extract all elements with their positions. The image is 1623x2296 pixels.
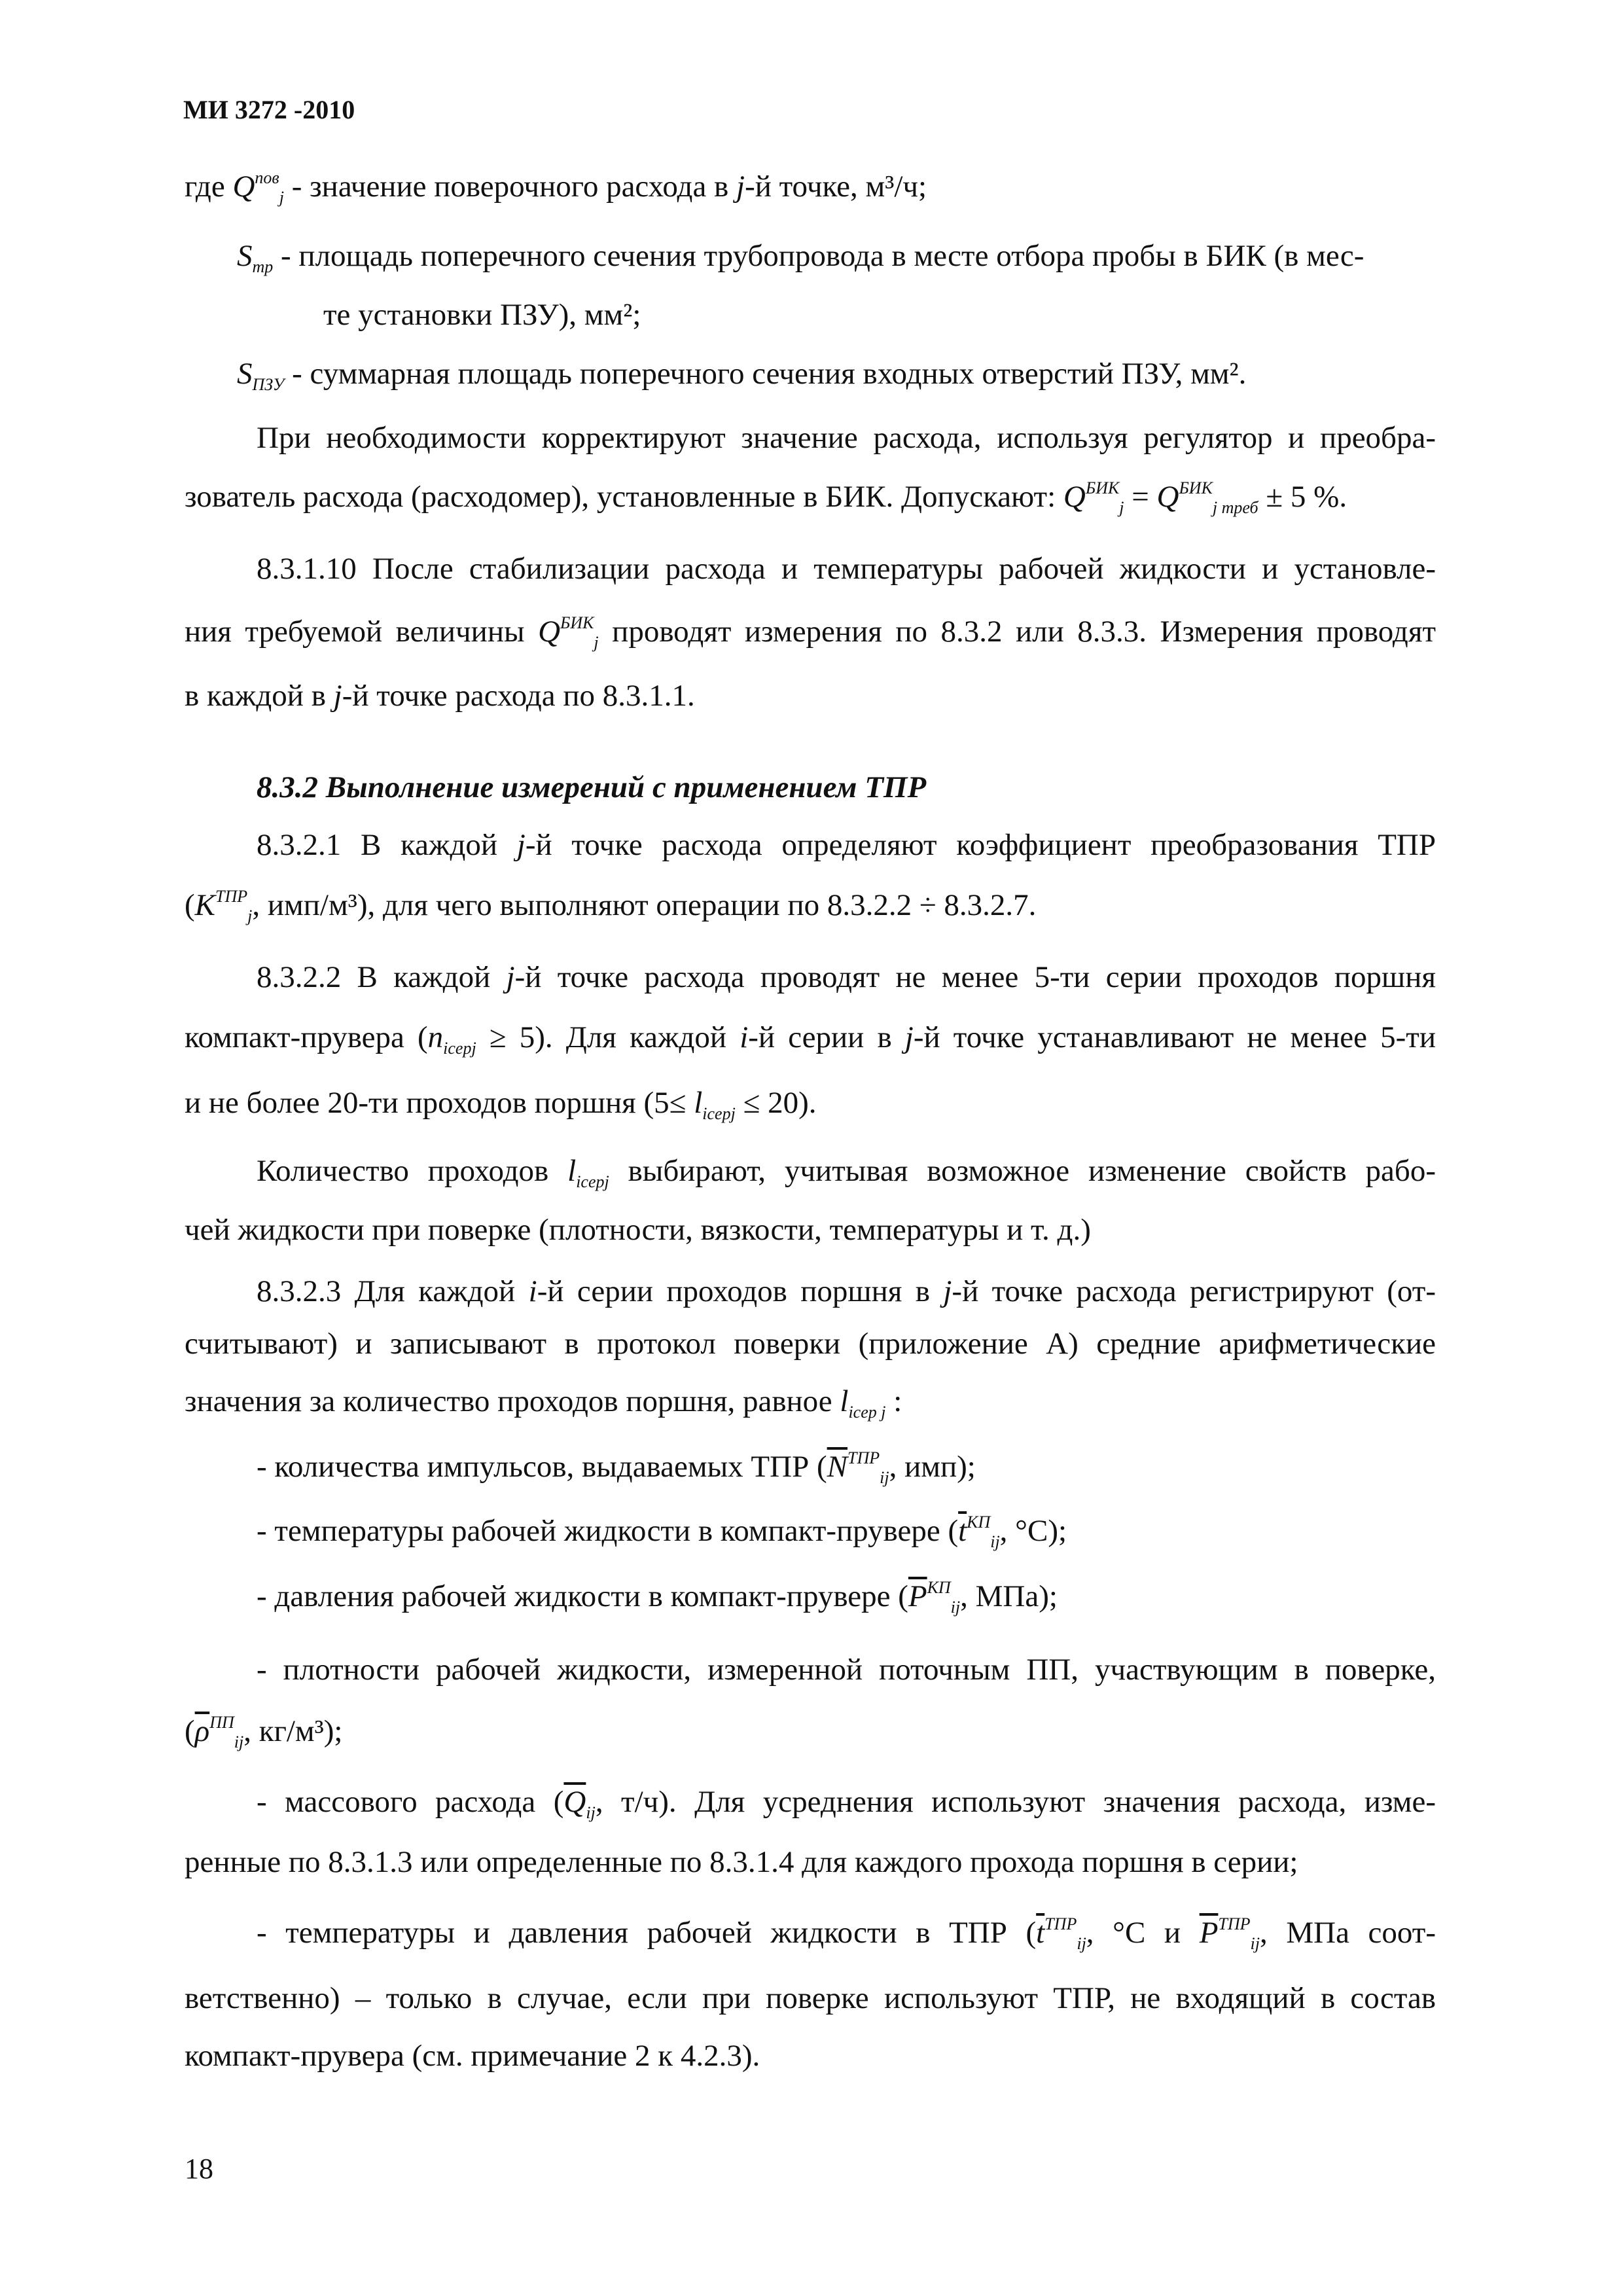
list-item: - температуры и давления рабочей жидкости в ТПР ($\overline{t}^{ТПР}_{ij}$, °С и $\overline{P}^{ТПР}_{ij}$, МПа соот-	[257, 1914, 1436, 1953]
paragraph-line: чей жидкости при поверке (плотности, вязкости, температуры и т. д.)	[185, 1213, 1091, 1247]
definition-s-tr: $S_{тр}$ - площадь поперечного сечения трубопровода в месте отбора пробы в БИК (в мес-	[237, 239, 1364, 276]
definition-s-tr-cont: те установки ПЗУ), мм²;	[323, 298, 641, 332]
list-item: - температуры рабочей жидкости в компакт-прувере ($\overline{t}^{КП}_{ij}$, °С);	[257, 1513, 1067, 1551]
paragraph-line: 8.3.2.2 В каждой j-й точке расхода проводят не менее 5-ти серии проходов поршня	[257, 960, 1436, 994]
paragraph-line: 8.3.1.10 После стабилизации расхода и температуры рабочей жидкости и установле-	[257, 552, 1436, 586]
page-number: 18	[185, 2153, 213, 2185]
list-item-cont: ренные по 8.3.1.3 или определенные по 8.3.1.4 для каждого прохода поршня в серии;	[185, 1845, 1298, 1879]
document-header: МИ 3272 -2010	[183, 95, 355, 124]
list-item: - плотности рабочей жидкости, измеренной поточным ПП, участвующим в поверке,	[257, 1653, 1436, 1687]
paragraph-line: компакт-прувера $(n_{icерj} \ge 5)$. Для каждой i-й серии в j-й точке устанавливают не менее 5-ти	[185, 1020, 1436, 1058]
paragraph-line: ния требуемой величины $Q^{БИК}_j$ проводят измерения по 8.3.2 или 8.3.3. Измерения проводят	[185, 613, 1436, 652]
list-item-cont: компакт-прувера (см. примечание 2 к 4.2.3).	[185, 2039, 760, 2073]
paragraph-line: Количество проходов $l_{icерj}$ выбирают, учитывая возможное изменение свойств рабо-	[257, 1154, 1436, 1191]
paragraph-line: 8.3.2.3 Для каждой i-й серии проходов поршня в j-й точке расхода регистрируют (от-	[257, 1274, 1436, 1308]
section-title: 8.3.2 Выполнение измерений с применением ТПР	[257, 770, 927, 804]
list-item: - массового расхода ($\overline{Q}_{ij}$, т/ч). Для усреднения используют значения расхода, изме-	[257, 1785, 1436, 1822]
paragraph-line: При необходимости корректируют значение расхода, используя регулятор и преобра-	[257, 421, 1436, 455]
paragraph-line: зователь расхода (расходомер), установленные в БИК. Допускают: $Q^{БИК}_j = Q^{БИК}_{j треб} \pm 5$ %.	[185, 478, 1347, 517]
paragraph-line: 8.3.2.1 В каждой j-й точке расхода определяют коэффициент преобразования ТПР	[257, 828, 1436, 862]
definition-q-pov: где $Q^{пов}_j$ - значение поверочного расхода в j-й точке, м³/ч;	[185, 168, 927, 207]
list-item: - количества импульсов, выдаваемых ТПР ($\overline{N}^{ТПР}_{ij}$, имп);	[257, 1448, 976, 1487]
paragraph-line: в каждой в j-й точке расхода по 8.3.1.1.	[185, 679, 695, 713]
list-item-cont: ($\overline{\rho}^{ПП}_{ij}$, кг/м³);	[185, 1713, 343, 1751]
definition-s-pzu: $S_{ПЗУ}$ - суммарная площадь поперечного сечения входных отверстий ПЗУ, мм².	[237, 357, 1247, 394]
list-item: - давления рабочей жидкости в компакт-прувере ($\overline{P}^{КП}_{ij}$, МПа);	[257, 1578, 1058, 1617]
paragraph-line: ($K^{ТПР}_j$, имп/м³), для чего выполняют операции по 8.3.2.2 ÷ 8.3.2.7.	[185, 887, 1037, 925]
paragraph-line: значения за количество проходов поршня, равное $l_{icер j}$ :	[185, 1384, 902, 1422]
list-item-cont: ветственно) – только в случае, если при поверке используют ТПР, не входящий в состав	[185, 1981, 1436, 2015]
paragraph-line: считывают) и записывают в протокол поверки (приложение А) средние арифметические	[185, 1327, 1436, 1361]
paragraph-line: и не более 20-ти проходов поршня $(5\le l_{icерj} \le 20)$.	[185, 1086, 817, 1123]
